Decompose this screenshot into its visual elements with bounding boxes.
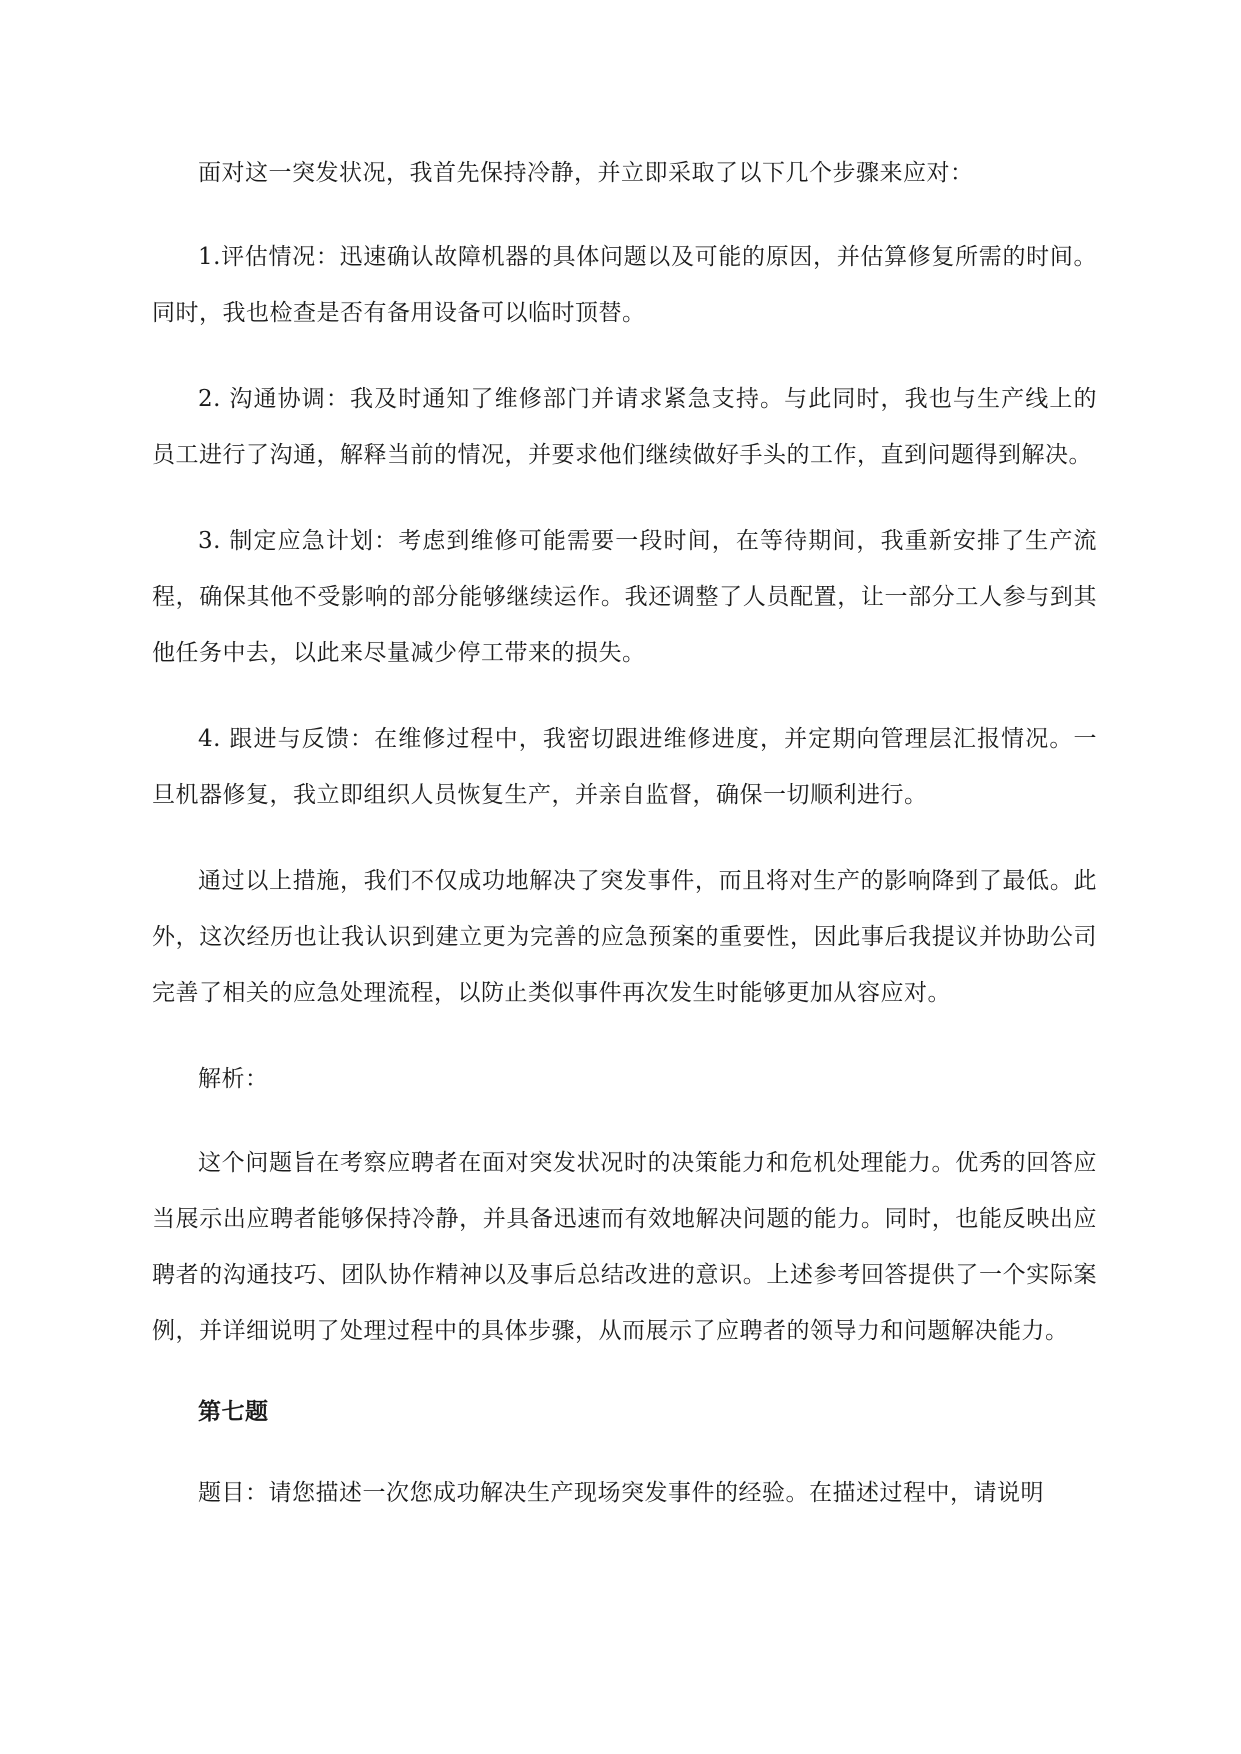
document-body	[152, 145, 1097, 1551]
paragraph-step-4: 4. 跟进与反馈：在维修过程中，我密切跟进维修进度，并定期向管理层汇报情况。一旦机器修复，我立即组织人员恢复生产，并亲自监督，确保一切顺利进行。	[152, 726, 1097, 808]
question-heading: 第七题	[198, 1398, 269, 1425]
paragraph-question: 题目：请您描述一次您成功解决生产现场突发事件的经验。在描述过程中，请说明	[198, 1480, 1044, 1506]
paragraph-intro: 面对这一突发状况，我首先保持冷静，并立即采取了以下几个步骤来应对：	[198, 160, 974, 186]
paragraph-step-3: 3. 制定应急计划：考虑到维修可能需要一段时间，在等待期间，我重新安排了生产流程，确保其他不受影响的部分能够继续运作。我还调整了人员配置，让一部分工人参与到其他任务中去，以此来尽量减少停工带来的损失。	[152, 528, 1097, 666]
paragraph-analysis: 这个问题旨在考察应聘者在面对突发状况时的决策能力和危机处理能力。优秀的回答应当展示出应聘者能够保持冷静，并具备迅速而有效地解决问题的能力。同时，也能反映出应聘者的沟通技巧、团队协作精神以及事后总结改进的意识。上述参考回答提供了一个实际案例，并详细说明了处理过程中的具体步骤，从而展示了应聘者的领导力和问题解决能力。	[152, 1150, 1097, 1344]
paragraph-step-2: 2. 沟通协调：我及时通知了维修部门并请求紧急支持。与此同时，我也与生产线上的员工进行了沟通，解释当前的情况，并要求他们继续做好手头的工作，直到问题得到解决。	[152, 386, 1097, 468]
paragraph-step-1: 1.评估情况：迅速确认故障机器的具体问题以及可能的原因，并估算修复所需的时间。同时，我也检查是否有备用设备可以临时顶替。	[152, 244, 1097, 326]
paragraph-conclusion: 通过以上措施，我们不仅成功地解决了突发事件，而且将对生产的影响降到了最低。此外，这次经历也让我认识到建立更为完善的应急预案的重要性，因此事后我提议并协助公司完善了相关的应急处理流程，以防止类似事件再次发生时能够更加从容应对。	[152, 868, 1097, 1006]
paragraph-analysis-label: 解析：	[198, 1066, 269, 1092]
